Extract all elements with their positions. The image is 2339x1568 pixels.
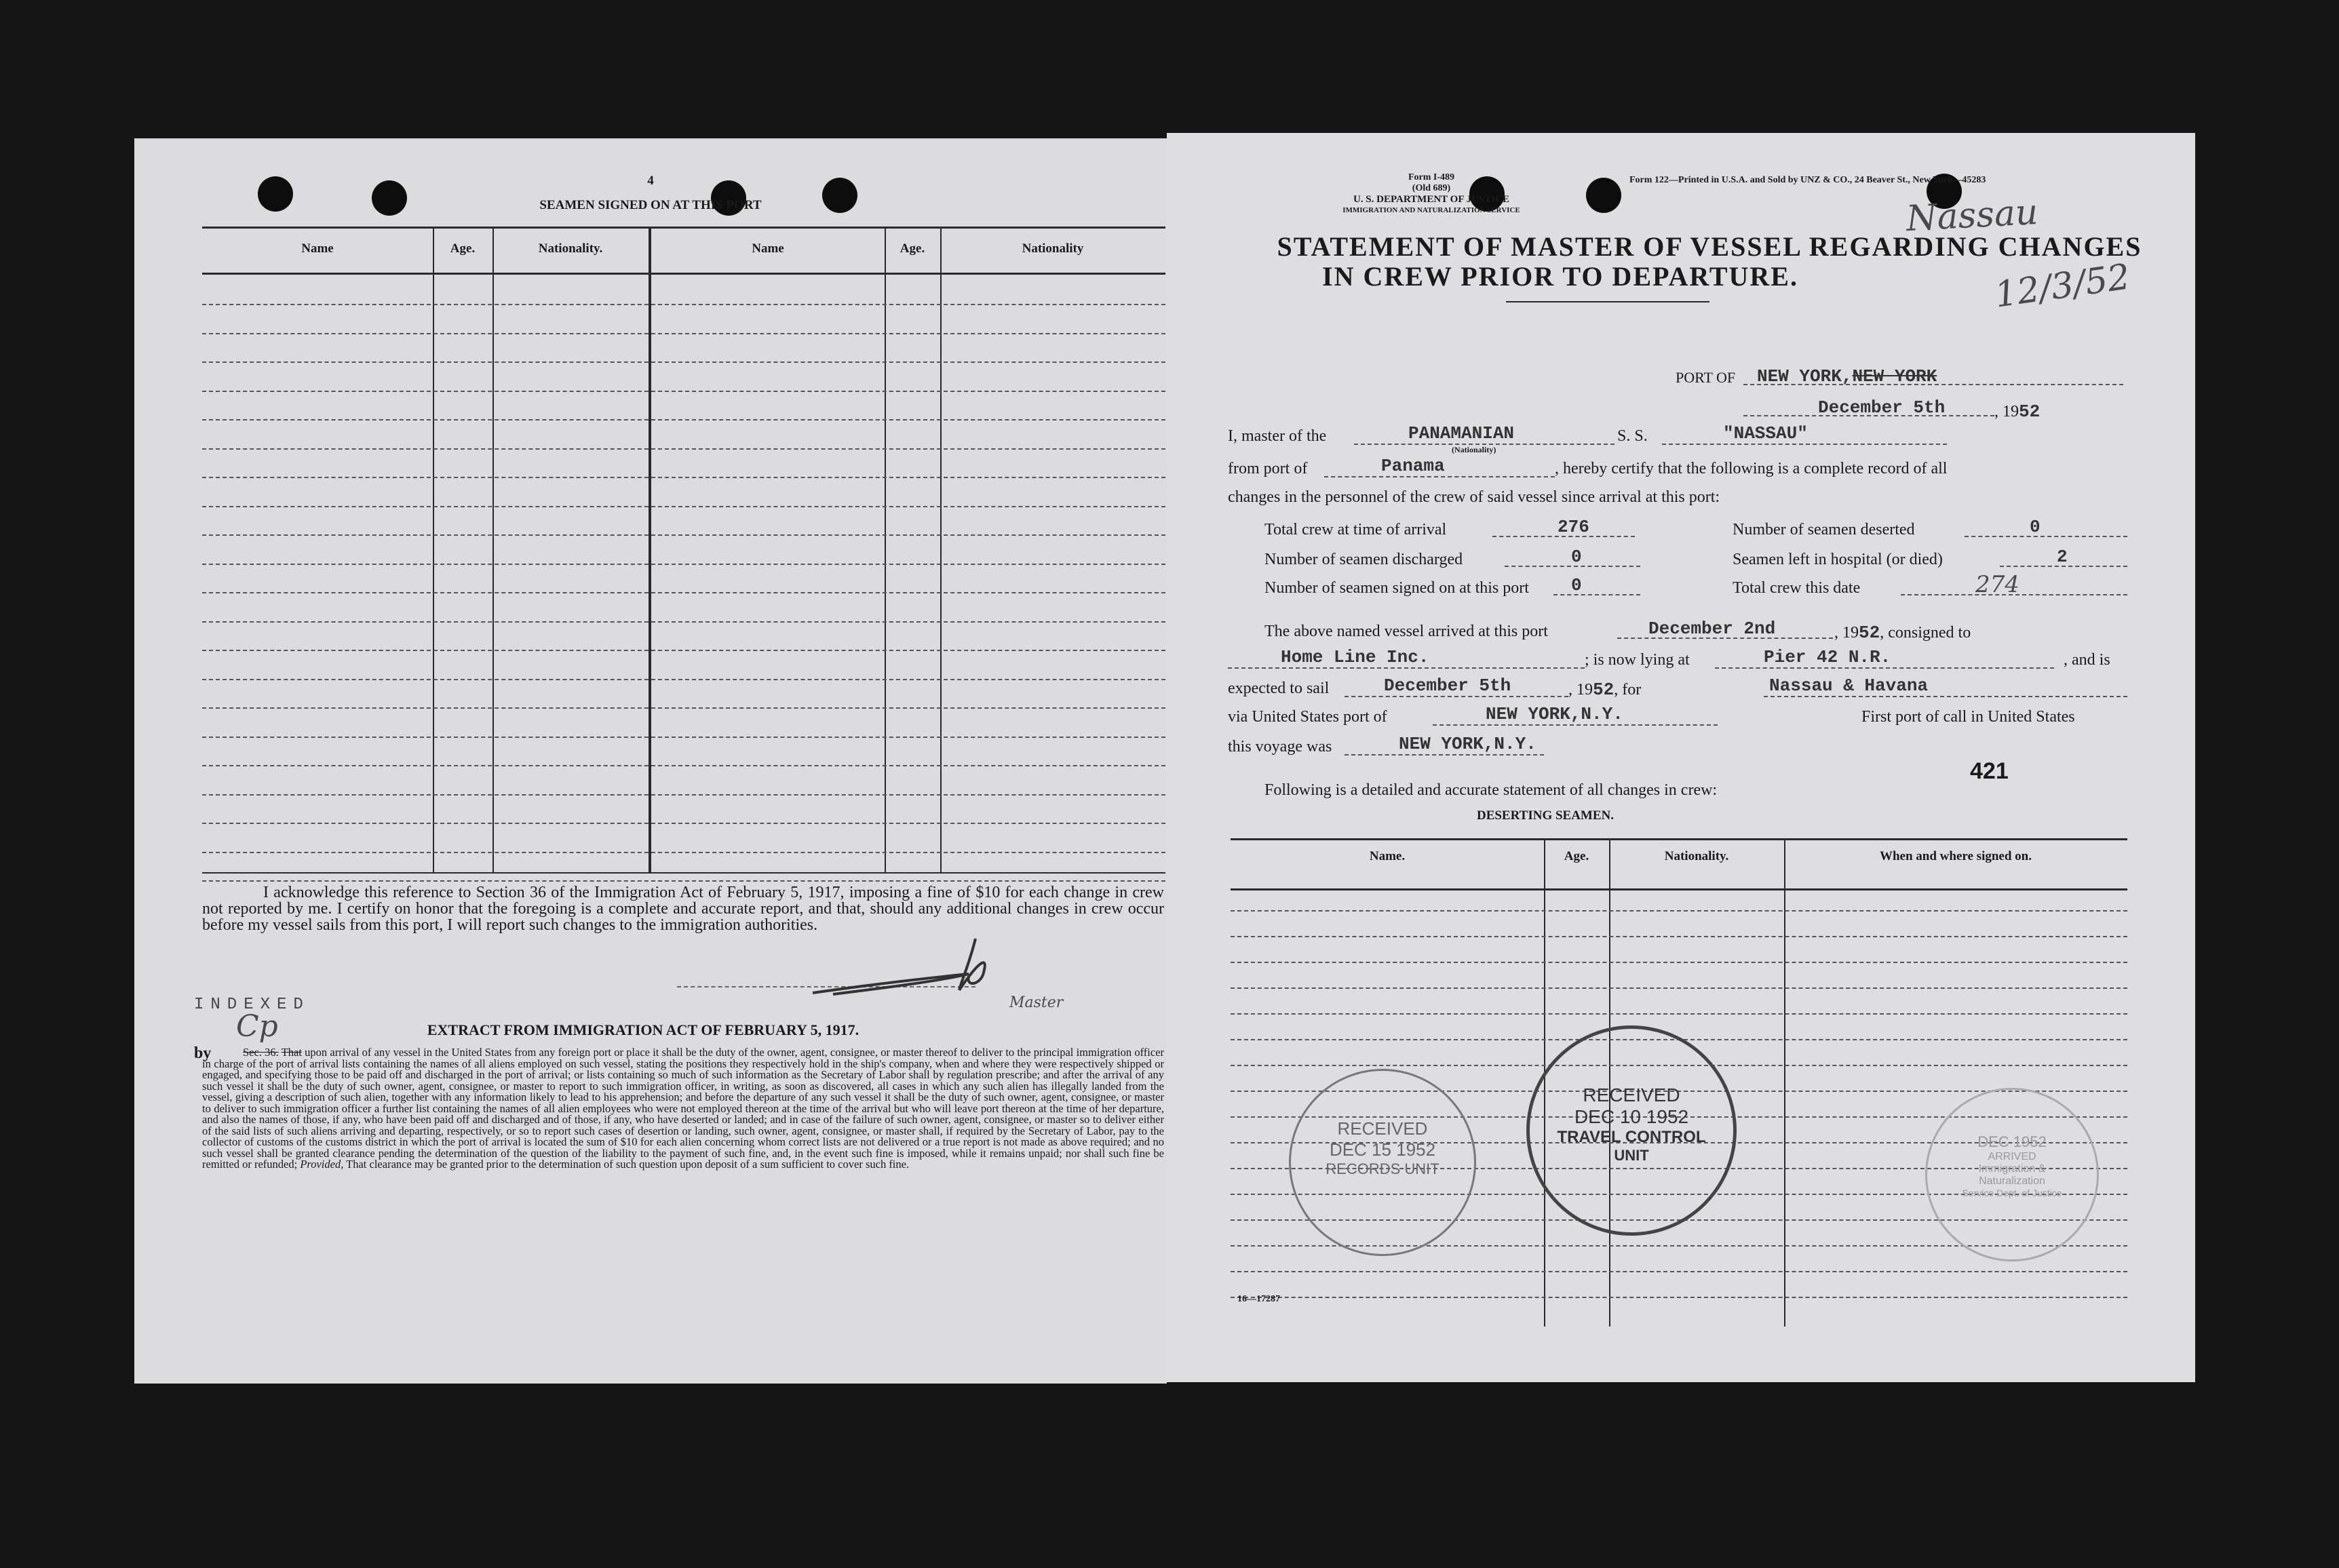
this-voyage-label: this voyage was <box>1228 738 1332 756</box>
via-label: via United States port of <box>1228 708 1387 726</box>
table-row <box>1231 1297 2127 1298</box>
col-divider <box>940 227 942 872</box>
table-header-border <box>202 273 1165 275</box>
handwritten-vessel: Nassau <box>1905 191 2039 240</box>
stat-line <box>1553 594 1640 595</box>
desert-col-name: Name. <box>1369 849 1406 863</box>
table-row <box>202 304 1165 305</box>
table-row <box>202 361 1165 363</box>
vessel-value: "NASSAU" <box>1723 423 1808 444</box>
and-is-label: , and is <box>2064 651 2110 669</box>
table-row <box>202 477 1165 478</box>
via-value: NEW YORK,N.Y. <box>1486 704 1623 724</box>
form-old: (Old 689) <box>1412 183 1451 193</box>
signed-on-label: Number of seamen signed on at this port <box>1264 579 1529 597</box>
port-label: PORT OF <box>1676 369 1736 386</box>
table-row <box>202 419 1165 420</box>
year-value: 52 <box>2019 401 2041 422</box>
table-row <box>202 880 1165 882</box>
consignee-value: Home Line Inc. <box>1281 647 1429 667</box>
acknowledgement-text: I acknowledge this reference to Section 36 of the Immigration Act of February 5, 1917, imposing a fine of $10 for each change in crew not reported by me. I certify on honor that the foregoing is a complete and accurate report, and that, should any additional changes in crew occur before my vessel sails from this port, I will report such changes to the immigration authorities. <box>202 884 1164 934</box>
stamp3-line5: Service Dept. of Justice <box>1962 1188 2062 1198</box>
col-divider <box>492 227 494 872</box>
first-port-line <box>1345 754 1544 756</box>
extract-text: upon arrival of any vessel in the United States from any foreign port or place it shall be the duty of the owner, agent, consignee, or master thereof to deliver to the principal immigration officer in charge of the port of arrival lists containing the names of all aliens employed on such vessel, stating the positions they respectively hold in the ship's company, when and where they were respectively shipped or engaged, and specifying those to be paid off and discharged in the port of arrival; or lists containing so much of such information as the Secretary of Labor shall by regulation prescribe; and after the arrival of any such vessel it shall be the duty of such owner, agent, consignee, or master to report to such immigration officer, in writing, as soon as discovered, all cases in which any such alien has illegally landed from the vessel, giving a description of such alien, together with any information likely to lead to his apprehension; and before the departure of any such vessel it shall be the duty of such owner, agent, consignee, or master to deliver to such immigration officer a further list containing the names of all alien employees who were not employed thereon at the time of the arrival but who will leave port thereon at the time of her departure, and also the names of those, if any, who have been paid off and discharged and of those, if any, who have deserted or landed; and in case of the failure of such owner, agent, consignee, or master so to deliver either of the said lists of such aliens arriving and departing, respectively, or so to report such cases of desertion or landing, such owner, agent, consignee, or master shall, if required by the Secretary of Labor, pay to the collector of customs of the customs district in which the port of arrival is located the sum of $10 for each alien concerning whom correct lists are not delivered or a true report is not made as above required; and no such vessel shall be granted clearance pending the determination of the question of the liability to the payment of such fine, and, in the event such fine is imposed, while it remains unpaid; nor shall such fine be remitted or refunded; <box>202 1046 1165 1171</box>
lying-value: Pier 42 N.R. <box>1764 647 1891 667</box>
desert-col-signed-on: When and where signed on. <box>1879 849 2032 863</box>
table-row <box>202 391 1165 392</box>
stat-line <box>1965 536 2127 537</box>
table-row <box>202 852 1165 853</box>
col-header-age: Age. <box>900 241 925 256</box>
stamp3-line1: DEC 1952 <box>1977 1133 2047 1150</box>
destination-line <box>1764 696 2127 697</box>
following-text: Following is a detailed and accurate statement of all changes in crew: <box>1264 781 1718 799</box>
col-header-name: Name <box>301 241 334 256</box>
desert-col-age: Age. <box>1564 849 1589 863</box>
table-row <box>202 448 1165 450</box>
lying-label: ; is now lying at <box>1585 651 1690 669</box>
port-value: NEW YORK,NEW YORK <box>1757 366 1937 387</box>
total-crew-now-label: Total crew this date <box>1733 579 1861 597</box>
desert-col-nationality: Nationality. <box>1664 849 1729 863</box>
certify-text: , hereby certify that the following is a complete record of all <box>1555 460 1948 477</box>
table-row <box>202 534 1165 536</box>
changes-text: changes in the personnel of the crew of said vessel since arrival at this port: <box>1228 488 1720 506</box>
extract-provided: Provided, <box>300 1158 344 1171</box>
form-number: Form I-489 <box>1408 172 1455 182</box>
lying-line <box>1715 667 2054 669</box>
indexed-stamp: INDEXED <box>194 996 310 1014</box>
hospital-label: Seamen left in hospital (or died) <box>1733 551 1943 568</box>
department: U. S. DEPARTMENT OF JUSTICE <box>1353 194 1510 205</box>
port-struck: NEW YORK <box>1852 366 1937 387</box>
arrived-year: , 1952, consigned to <box>1834 623 1971 643</box>
table-row <box>1231 910 2127 912</box>
sail-date-value: December 5th <box>1384 675 1511 696</box>
desert-table-top <box>1231 838 2127 840</box>
sail-year-value: 52 <box>1593 680 1615 700</box>
discharged-label: Number of seamen discharged <box>1264 551 1463 568</box>
table-row <box>202 823 1165 824</box>
col-divider <box>885 227 886 872</box>
table-row <box>202 564 1165 565</box>
consignee-line <box>1228 667 1585 669</box>
extract-tail: That clearance may be granted prior to the determination of such question upon deposit of a sum sufficient to cover such fine. <box>346 1158 910 1171</box>
master-of-label: I, master of the <box>1228 427 1327 445</box>
arrived-stamp <box>1925 1088 2099 1261</box>
deserted-label: Number of seamen deserted <box>1733 521 1915 538</box>
table-row <box>1231 987 2127 989</box>
date-value: December 5th <box>1818 397 1946 418</box>
master-signature <box>806 925 1009 1006</box>
table-row <box>202 765 1165 766</box>
table-row <box>202 650 1165 651</box>
consigned-label: , consigned to <box>1880 624 1971 642</box>
sail-date-line <box>1345 696 1568 697</box>
extract-sec: Sec. 36. <box>243 1046 279 1059</box>
destination-value: Nassau & Havana <box>1769 675 1929 696</box>
table-row <box>1231 936 2127 937</box>
desert-table-header-border <box>1231 888 2127 890</box>
from-port-line <box>1324 476 1555 477</box>
nationality-value: PANAMANIAN <box>1408 423 1515 444</box>
stamp2-line1: RECEIVED <box>1583 1084 1680 1105</box>
col-header-nationality: Nationality. <box>538 241 603 256</box>
via-line <box>1433 724 1718 726</box>
discharged-value: 0 <box>1571 547 1582 567</box>
table-row <box>1231 1271 2127 1272</box>
received-records-stamp <box>1289 1069 1476 1256</box>
document-number: 421 <box>1970 758 2009 784</box>
table-row <box>202 794 1165 796</box>
handwritten-date: 12/3/52 <box>1992 256 2133 316</box>
form-title-line1: STATEMENT OF MASTER OF VESSEL REGARDING CHANGES <box>1277 231 2142 262</box>
extract-body <box>202 1047 1164 1171</box>
first-port-value: NEW YORK,N.Y. <box>1399 734 1536 754</box>
col-divider <box>649 227 651 872</box>
from-port-label: from port of <box>1228 460 1308 477</box>
stamp1-line2: DEC 15 1952 <box>1329 1139 1436 1160</box>
col-header-name: Name <box>752 241 784 256</box>
arrived-value: December 2nd <box>1648 619 1776 639</box>
printer-line: Form 122—Printed in U.S.A. and Sold by UNZ & CO., 24 Beaver St., New York—45283 <box>1629 175 1986 185</box>
stamp2-line3: TRAVEL CONTROL <box>1557 1128 1706 1146</box>
deserted-value: 0 <box>2030 517 2041 537</box>
service: IMMIGRATION AND NATURALIZATION SERVICE <box>1342 206 1520 214</box>
arrived-year-value: 52 <box>1859 623 1880 643</box>
stamp3-line2: ARRIVED <box>1988 1151 2036 1162</box>
stamp1-line1: RECEIVED <box>1337 1118 1428 1139</box>
stamp3-line3: Immigration & <box>1978 1163 2046 1175</box>
stamp3-line4: Naturalization <box>1979 1175 2045 1187</box>
extract-struck: That <box>281 1046 302 1059</box>
sail-year: , 1952, for <box>1568 680 1642 700</box>
received-travel-control-stamp <box>1526 1025 1737 1236</box>
col-header-age: Age. <box>450 241 476 256</box>
stamp1-line3: RECORDS UNIT <box>1326 1160 1439 1177</box>
total-crew-arrival-value: 276 <box>1558 517 1589 537</box>
table-top-border <box>202 227 1165 229</box>
table-bottom-border <box>202 872 1165 874</box>
first-port-label: First port of call in United States <box>1861 708 2075 726</box>
table-row <box>202 592 1165 593</box>
left-page <box>134 138 1167 1384</box>
deserting-title: DESERTING SEAMEN. <box>1476 808 1615 823</box>
from-port-value: Panama <box>1381 456 1445 476</box>
vessel-line <box>1662 444 1947 445</box>
table-row <box>1231 962 2127 963</box>
table-row <box>202 621 1165 623</box>
ss-label: S. S. <box>1617 427 1648 445</box>
title-rule <box>1506 301 1709 302</box>
col-header-nationality: Nationality <box>1022 241 1084 256</box>
nationality-caption: (Nationality) <box>1452 445 1496 454</box>
stamp2-line4: UNIT <box>1614 1147 1649 1164</box>
page-number: 4 <box>647 174 654 188</box>
hospital-value: 2 <box>2057 547 2068 567</box>
indexed-by-label: by <box>194 1044 212 1062</box>
form-title-line2: IN CREW PRIOR TO DEPARTURE. <box>1322 261 1798 292</box>
desert-col-divider <box>1784 838 1785 1327</box>
extract-title: EXTRACT FROM IMMIGRATION ACT OF FEBRUARY 5, 1917. <box>427 1021 859 1038</box>
total-crew-now-value: 274 <box>1975 571 2019 598</box>
table-row <box>202 333 1165 334</box>
stamp2-line2: DEC 10 1952 <box>1574 1106 1689 1127</box>
total-crew-arrival-label: Total crew at time of arrival <box>1264 521 1447 538</box>
col-divider <box>433 227 434 872</box>
master-label: Master <box>1009 994 1064 1011</box>
arrived-label: The above named vessel arrived at this port <box>1264 623 1548 640</box>
table-row <box>202 506 1165 507</box>
expected-label: expected to sail <box>1228 680 1330 697</box>
table-row <box>202 707 1165 709</box>
table-row <box>1231 1013 2127 1015</box>
table-row <box>202 679 1165 680</box>
table-row <box>202 737 1165 738</box>
signed-on-value: 0 <box>1571 575 1582 595</box>
for-label: , for <box>1614 681 1642 699</box>
year-label: , 1952 <box>1994 401 2041 422</box>
right-page <box>1167 133 2195 1382</box>
footer-code: 16—17287 <box>1237 1294 1280 1304</box>
indexed-initials: Cp <box>236 1009 278 1044</box>
table-title: SEAMEN SIGNED ON AT THIS PORT <box>539 198 762 212</box>
